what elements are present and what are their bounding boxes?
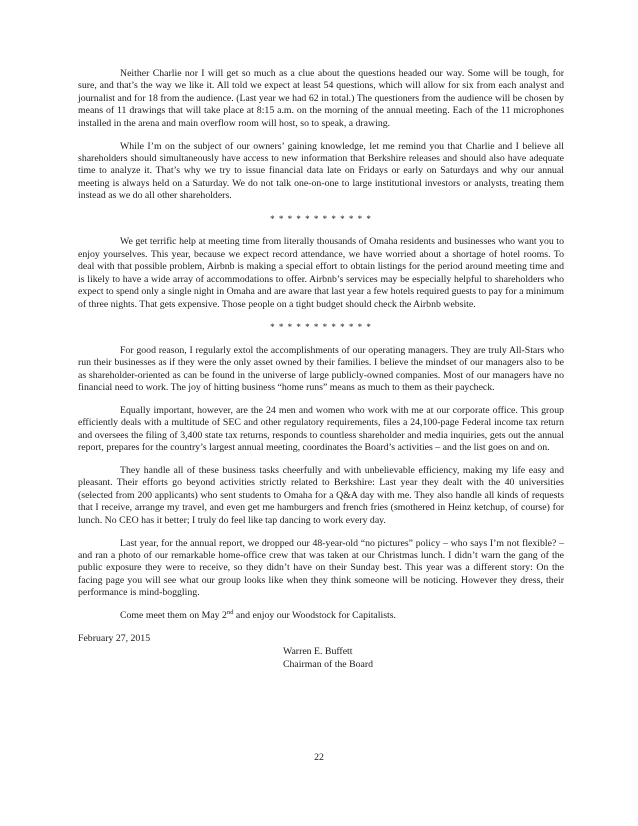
letter-date: February 27, 2015 bbox=[78, 633, 151, 645]
closing-block bbox=[78, 610, 564, 622]
paragraph-shareholder-information: While I’m on the subject of our owners’ gaining knowledge, let me remind you that Charlie and I believe all shareholders should simultaneously have access to new information that Berkshire releases and should also have adequate time to analyze it. That’s why we try to issue financial data late on Fridays or early on Saturdays and why our annual meeting is always held on a Saturday. We do not talk one-on-one to large institutional investors or analysts, treating them instead as we do all other shareholders. bbox=[78, 140, 564, 202]
paragraph-questions: Neither Charlie nor I will get so much as a clue about the questions headed our way. Some will be tough, for sure, and that’s the way we like it. All told we expect at least 54 questions, which will allow for six from each analyst and journalist and for 18 from the audience. (Last year we had 62 in total.) The questioners from the audience will be chosen by means of 11 drawings that will take place at 8:15 a.m. on the morning of the annual meeting. Each of the 11 microphones installed in the arena and main overflow room will host, so to speak, a drawing. bbox=[78, 68, 564, 129]
paragraph-corporate-office: Equally important, however, are the 24 men and women who work with me at our corporate office. This group efficiently deals with a multitude of SEC and other regulatory requirements, files a 24,100-page Federal income tax return and oversees the filing of 3,400 state tax returns, responds to countless shareholder and media inquiries, gets out the annual report, prepares for the country’s largest annual meeting, coordinates the Board’s activities – and the list goes on and on. bbox=[78, 404, 564, 454]
signature-name: Warren E. Buffett bbox=[283, 646, 353, 658]
paragraph-no-pictures-policy: Last year, for the annual report, we dropped our 48-year-old “no pictures” policy – who says I’m not flexible? – and ran a photo of our remarkable home-office crew that was taken at our Christmas lunch. I didn’t warn the gang of the public exposure they were to receive, so they didn’t have on their Sunday best. This year was a different story: On the facing page you will see what our group looks like when they think someone will be noticing. However they dress, their performance is mind-boggling. bbox=[78, 537, 564, 599]
section-separator: * * * * * * * * * * * * bbox=[270, 214, 372, 225]
page-number: 22 bbox=[314, 752, 324, 763]
signature-block bbox=[283, 646, 564, 671]
date-ordinal-suffix: nd bbox=[226, 609, 234, 617]
paragraph-operating-managers: For good reason, I regularly extol the accomplishments of our operating managers. They are truly All-Stars who run their businesses as if they were the only asset owned by their families. I believe the mindset of our managers also to be as shareholder-oriented as can be found in the universe of large publicly-owned companies. Most of our managers have no financial need to work. The joy of hitting business “home runs” means as much to them as their paycheck. bbox=[78, 344, 564, 394]
letter-body bbox=[78, 68, 564, 672]
paragraph-airbnb: We get terrific help at meeting time from literally thousands of Omaha residents and businesses who want you to enjoy yourselves. This year, because we expect record attendance, we have worried about a shortage of hotel rooms. To deal with that possible problem, Airbnb is making a special effort to obtain listings for the period around meeting time and is likely to have a wide array of accommodations to offer. Airbnb’s services may be especially helpful to shareholders who expect to spend only a single night in Omaha and are aware that last year a few hotels required guests to pay for a minimum of three nights. That gets expensive. Those people on a tight budget should check the Airbnb website. bbox=[78, 236, 564, 310]
paragraph-office-tasks: They handle all of these business tasks cheerfully and with unbelievable efficiency, making my life easy and pleasant. Their efforts go beyond activities strictly related to Berkshire: Last year they dealt with the 40 universities (selected from 200 applicants) who sent students to Omaha for a Q&A day with me. They also handle all kinds of requests that I receive, arrange my travel, and even get me hamburgers and french fries (smothered in Heinz ketchup, of course) for lunch. No CEO has it better; I truly do feel like tap dancing to work every day. bbox=[78, 465, 564, 526]
section-separator: * * * * * * * * * * * * bbox=[270, 322, 372, 333]
closing-text-before: Come meet them on May 2 bbox=[120, 610, 227, 622]
closing-text-after: and enjoy our Woodstock for Capitalists. bbox=[233, 610, 396, 622]
closing-line bbox=[78, 610, 564, 622]
signature-title: Chairman of the Board bbox=[283, 659, 374, 671]
